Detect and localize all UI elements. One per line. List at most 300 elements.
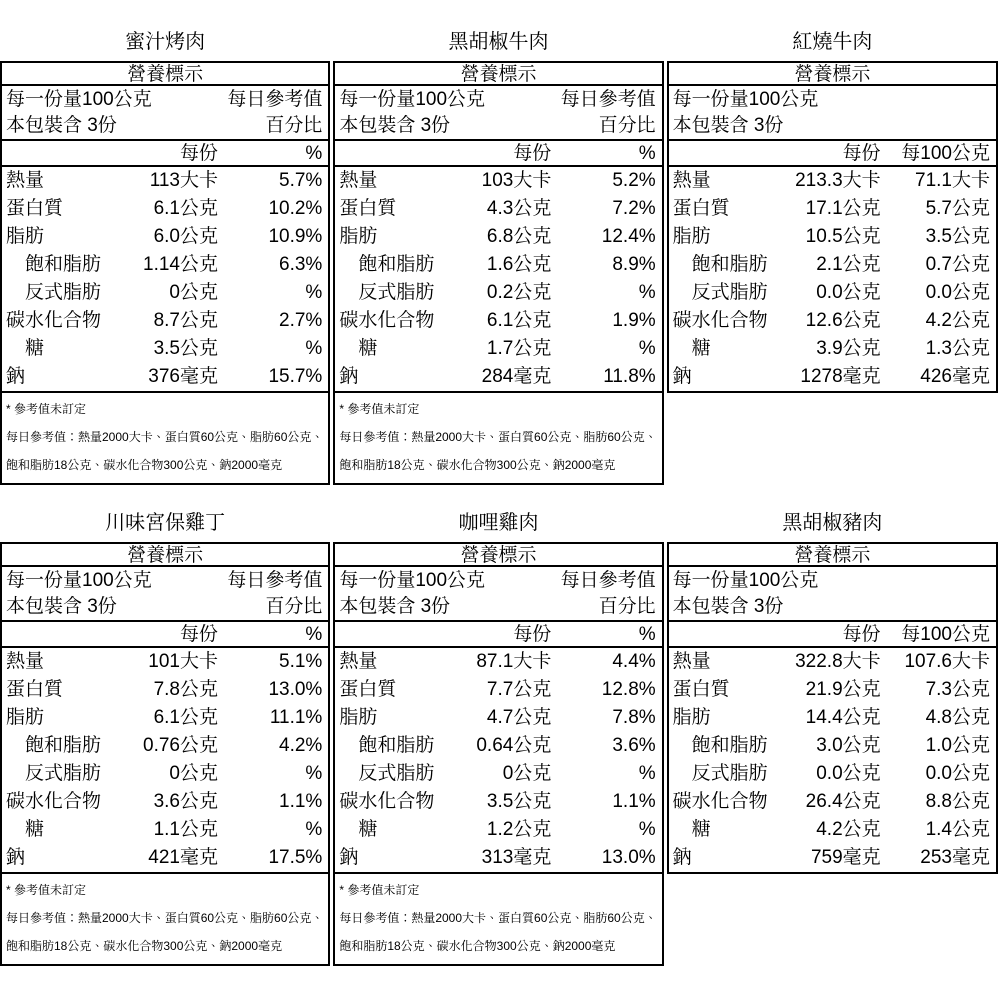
nutrient-col3-value: 5.1% bbox=[279, 651, 323, 672]
nutrient-col3-value: 10.2% bbox=[268, 198, 323, 219]
nutrient-col3-value: 71.1大卡 bbox=[915, 170, 990, 191]
nutrient-row bbox=[335, 704, 661, 732]
nutrient-per-serving-value: 213.3大卡 bbox=[795, 170, 881, 191]
nutrient-per-serving-value: 3.5公克 bbox=[153, 338, 218, 359]
nutrient-per-serving-value: 6.1公克 bbox=[486, 310, 552, 331]
nutrient-row bbox=[335, 676, 661, 704]
nutrient-col3-value: 0.0公克 bbox=[925, 763, 990, 784]
nutrient-row bbox=[335, 167, 661, 195]
nutrient-label: 飽和脂肪 bbox=[691, 254, 768, 275]
nutrient-row bbox=[669, 844, 996, 872]
package-servings-label: 本包裝含 3份 bbox=[339, 596, 451, 617]
nutrient-label: 鈉 bbox=[339, 847, 359, 868]
column-header-spacer bbox=[669, 141, 781, 167]
nutrient-label: 飽和脂肪 bbox=[25, 735, 102, 756]
nutrient-label: 鈉 bbox=[6, 366, 26, 387]
dish-title: 蜜汁烤肉 bbox=[125, 31, 206, 53]
nutrient-per-serving-value: 1.7公克 bbox=[486, 338, 552, 359]
nutrient-row bbox=[335, 363, 661, 391]
serving-line-2 bbox=[2, 594, 328, 620]
nutrient-label: 糖 bbox=[25, 819, 45, 840]
nutrient-label: 飽和脂肪 bbox=[358, 254, 435, 275]
nutrient-per-serving-value: 0公克 bbox=[169, 763, 218, 784]
dish-title: 黑胡椒牛肉 bbox=[448, 31, 549, 53]
column-header-per-serving: 每份 bbox=[513, 624, 552, 645]
serving-info-block bbox=[669, 86, 996, 141]
nutrient-rows bbox=[2, 648, 328, 874]
nutrient-row bbox=[2, 223, 328, 251]
nutrient-label: 鈉 bbox=[339, 366, 359, 387]
serving-line-1 bbox=[335, 87, 661, 113]
nutrient-row bbox=[335, 251, 661, 279]
nutrient-col3-value: 1.1% bbox=[612, 791, 656, 812]
nutrient-row bbox=[335, 195, 661, 223]
dish-title: 咖哩雞肉 bbox=[458, 512, 539, 534]
serving-size-label: 每一份量100公克 bbox=[6, 89, 152, 110]
nutrient-col3-value: 1.9% bbox=[612, 310, 656, 331]
nutrient-label: 蛋白質 bbox=[339, 679, 397, 700]
column-header-col3: 每100公克 bbox=[901, 143, 990, 164]
column-header-row bbox=[669, 622, 996, 648]
column-header-col3: % bbox=[305, 624, 323, 645]
nutrient-row bbox=[669, 167, 996, 195]
serving-info-block bbox=[335, 567, 661, 622]
nutrient-per-serving-value: 421毫克 bbox=[148, 847, 218, 868]
nutrient-per-serving-value: 0.0公克 bbox=[816, 282, 881, 303]
nutrient-col3-value: 1.3公克 bbox=[925, 338, 990, 359]
footnote-line-3: 飽和脂肪18公克、碳水化合物300公克、鈉2000毫克 bbox=[6, 458, 283, 472]
nutrient-rows bbox=[2, 167, 328, 393]
column-header-row bbox=[2, 622, 328, 648]
nutrient-col3-value: % bbox=[305, 338, 323, 359]
nutrient-per-serving-value: 26.4公克 bbox=[805, 791, 881, 812]
nutrient-per-serving-value: 3.0公克 bbox=[816, 735, 881, 756]
nutrient-label: 糖 bbox=[25, 338, 45, 359]
serving-info-block bbox=[669, 567, 996, 622]
nutrient-row bbox=[669, 223, 996, 251]
nutrient-rows bbox=[335, 167, 661, 393]
serving-line-2 bbox=[335, 113, 661, 139]
column-header-spacer bbox=[669, 622, 781, 648]
column-header-row bbox=[2, 141, 328, 167]
serving-line-1 bbox=[669, 87, 996, 113]
nutrient-label: 碳水化合物 bbox=[6, 310, 102, 331]
nutrient-label: 熱量 bbox=[6, 170, 45, 191]
nutrient-row bbox=[2, 760, 328, 788]
serving-line-2 bbox=[669, 594, 996, 620]
nutrient-per-serving-value: 1278毫克 bbox=[800, 366, 881, 387]
nutrition-table bbox=[667, 542, 998, 874]
nutrient-label: 熱量 bbox=[672, 170, 711, 191]
nutrient-col3-value: 1.4公克 bbox=[925, 819, 990, 840]
footnote-line-3: 飽和脂肪18公克、碳水化合物300公克、鈉2000毫克 bbox=[6, 939, 283, 953]
serving-line-2 bbox=[2, 113, 328, 139]
nutrient-per-serving-value: 113大卡 bbox=[149, 170, 218, 191]
serving-line-1 bbox=[2, 87, 328, 113]
daily-ref-label: 每日參考值 bbox=[227, 570, 323, 591]
package-servings-label: 本包裝含 3份 bbox=[6, 115, 117, 136]
nutrient-row bbox=[2, 363, 328, 391]
nutrient-row bbox=[2, 704, 328, 732]
nutrient-per-serving-value: 103大卡 bbox=[481, 170, 552, 191]
footnote-line-2: 每日參考值：熱量2000大卡、蛋白質60公克、脂肪60公克、 bbox=[6, 911, 324, 925]
nutrient-col3-value: % bbox=[305, 819, 323, 840]
nutrient-label: 脂肪 bbox=[339, 707, 378, 728]
nutrient-col3-value: 12.4% bbox=[601, 226, 656, 247]
nutrient-label: 蛋白質 bbox=[672, 198, 730, 219]
nutrient-per-serving-value: 322.8大卡 bbox=[795, 651, 881, 672]
column-header-per-serving: 每份 bbox=[179, 143, 218, 164]
nutrient-per-serving-value: 0.76公克 bbox=[143, 735, 218, 756]
nutrient-col3-value: 15.7% bbox=[268, 366, 323, 387]
column-header-spacer bbox=[335, 622, 453, 648]
nutrient-row bbox=[335, 760, 661, 788]
nutrient-per-serving-value: 1.1公克 bbox=[153, 819, 218, 840]
nutrient-col3-value: % bbox=[305, 763, 323, 784]
column-header-row bbox=[335, 622, 661, 648]
nutrient-label: 碳水化合物 bbox=[672, 310, 768, 331]
serving-size-label: 每一份量100公克 bbox=[6, 570, 152, 591]
table-header: 營養標示 bbox=[669, 544, 996, 567]
nutrient-per-serving-value: 6.1公克 bbox=[153, 198, 218, 219]
dish-title: 紅燒牛肉 bbox=[792, 31, 873, 53]
nutrient-col3-value: 8.8公克 bbox=[925, 791, 990, 812]
nutrition-table bbox=[667, 61, 998, 393]
package-servings-label: 本包裝含 3份 bbox=[339, 115, 451, 136]
column-header-spacer bbox=[2, 622, 120, 648]
percent-label: 百分比 bbox=[265, 115, 323, 136]
nutrient-per-serving-value: 759毫克 bbox=[810, 847, 881, 868]
daily-ref-label: 每日參考值 bbox=[560, 89, 656, 110]
nutrient-per-serving-value: 21.9公克 bbox=[805, 679, 881, 700]
column-header-per-serving: 每份 bbox=[179, 624, 218, 645]
footnote-line-2: 每日參考值：熱量2000大卡、蛋白質60公克、脂肪60公克、 bbox=[6, 430, 324, 444]
nutrient-col3-value: 1.1% bbox=[279, 791, 323, 812]
table-header: 營養標示 bbox=[669, 63, 996, 86]
nutrient-label: 蛋白質 bbox=[339, 198, 397, 219]
nutrient-label: 反式脂肪 bbox=[25, 282, 102, 303]
nutrient-col3-value: 426毫克 bbox=[920, 366, 990, 387]
nutrient-per-serving-value: 4.7公克 bbox=[486, 707, 552, 728]
nutrient-per-serving-value: 0公克 bbox=[169, 282, 218, 303]
nutrient-label: 反式脂肪 bbox=[25, 763, 102, 784]
nutrient-row bbox=[669, 760, 996, 788]
package-servings-label: 本包裝含 3份 bbox=[672, 115, 784, 136]
labels-grid bbox=[0, 30, 1000, 966]
nutrient-label: 蛋白質 bbox=[6, 198, 64, 219]
nutrient-label: 熱量 bbox=[339, 170, 378, 191]
nutrient-row bbox=[669, 816, 996, 844]
nutrient-col3-value: 107.6大卡 bbox=[904, 651, 990, 672]
nutrient-row bbox=[335, 844, 661, 872]
column-header-per-serving: 每份 bbox=[513, 143, 552, 164]
nutrient-col3-value: 0.0公克 bbox=[925, 282, 990, 303]
nutrient-label: 糖 bbox=[358, 819, 378, 840]
nutrient-per-serving-value: 284毫克 bbox=[481, 366, 552, 387]
nutrient-row bbox=[2, 279, 328, 307]
nutrient-per-serving-value: 12.6公克 bbox=[805, 310, 881, 331]
nutrient-label: 碳水化合物 bbox=[672, 791, 768, 812]
nutrient-row bbox=[669, 335, 996, 363]
nutrient-row bbox=[2, 816, 328, 844]
serving-info-block bbox=[2, 567, 328, 622]
footnote-line-1: * 參考值未訂定 bbox=[6, 883, 87, 897]
nutrient-label: 蛋白質 bbox=[6, 679, 64, 700]
package-servings-label: 本包裝含 3份 bbox=[672, 596, 784, 617]
nutrient-rows bbox=[669, 648, 996, 872]
dish-title: 黑胡椒豬肉 bbox=[782, 512, 883, 534]
nutrient-row bbox=[669, 732, 996, 760]
nutrient-label: 鈉 bbox=[6, 847, 26, 868]
nutrient-col3-value: 8.9% bbox=[612, 254, 656, 275]
nutrition-table bbox=[333, 61, 663, 485]
nutrient-per-serving-value: 6.1公克 bbox=[153, 707, 218, 728]
table-header: 營養標示 bbox=[2, 544, 328, 567]
nutrient-row bbox=[669, 251, 996, 279]
nutrient-label: 碳水化合物 bbox=[339, 310, 435, 331]
nutrient-per-serving-value: 376毫克 bbox=[148, 366, 218, 387]
nutrient-row bbox=[669, 676, 996, 704]
nutrition-card bbox=[333, 30, 666, 485]
nutrient-row bbox=[669, 648, 996, 676]
nutrient-label: 熱量 bbox=[672, 651, 711, 672]
footnote-line-3: 飽和脂肪18公克、碳水化合物300公克、鈉2000毫克 bbox=[339, 939, 616, 953]
serving-line-1 bbox=[335, 568, 661, 594]
nutrient-label: 碳水化合物 bbox=[339, 791, 435, 812]
serving-line-2 bbox=[669, 113, 996, 139]
nutrient-col3-value: 4.2% bbox=[279, 735, 323, 756]
column-header-col3: % bbox=[305, 143, 323, 164]
nutrient-label: 脂肪 bbox=[6, 707, 45, 728]
nutrient-per-serving-value: 0.64公克 bbox=[476, 735, 552, 756]
nutrient-col3-value: 11.1% bbox=[269, 707, 323, 728]
serving-size-label: 每一份量100公克 bbox=[672, 570, 819, 591]
footnote-line-1: * 參考值未訂定 bbox=[339, 883, 420, 897]
nutrient-row bbox=[2, 676, 328, 704]
column-header-col3: % bbox=[638, 143, 656, 164]
table-header: 營養標示 bbox=[2, 63, 328, 86]
footnote-block bbox=[2, 393, 328, 483]
nutrient-row bbox=[669, 195, 996, 223]
nutrient-per-serving-value: 4.3公克 bbox=[486, 198, 552, 219]
percent-label: 百分比 bbox=[265, 596, 323, 617]
column-header-per-serving: 每份 bbox=[842, 624, 881, 645]
nutrition-table bbox=[0, 542, 330, 966]
nutrient-col3-value: 13.0% bbox=[268, 679, 323, 700]
nutrition-card bbox=[0, 30, 333, 485]
nutrient-rows bbox=[669, 167, 996, 391]
footnote-block bbox=[335, 393, 661, 483]
nutrient-row bbox=[2, 732, 328, 760]
nutrition-card bbox=[667, 30, 1000, 393]
nutrient-label: 熱量 bbox=[339, 651, 378, 672]
nutrition-card bbox=[333, 511, 666, 966]
nutrient-col3-value: 3.5公克 bbox=[925, 226, 990, 247]
nutrient-row bbox=[335, 788, 661, 816]
nutrient-row bbox=[2, 195, 328, 223]
nutrient-label: 脂肪 bbox=[672, 226, 711, 247]
nutrient-col3-value: 12.8% bbox=[601, 679, 656, 700]
column-header-col3: % bbox=[638, 624, 656, 645]
nutrient-col3-value: 7.8% bbox=[612, 707, 656, 728]
nutrient-col3-value: 4.2公克 bbox=[925, 310, 990, 331]
nutrient-per-serving-value: 0.0公克 bbox=[816, 763, 881, 784]
nutrient-rows bbox=[335, 648, 661, 874]
package-servings-label: 本包裝含 3份 bbox=[6, 596, 117, 617]
serving-size-label: 每一份量100公克 bbox=[339, 570, 486, 591]
nutrient-row bbox=[335, 816, 661, 844]
nutrient-per-serving-value: 14.4公克 bbox=[805, 707, 881, 728]
nutrient-per-serving-value: 7.7公克 bbox=[486, 679, 552, 700]
nutrient-row bbox=[669, 279, 996, 307]
nutrient-label: 糖 bbox=[691, 819, 711, 840]
nutrient-label: 碳水化合物 bbox=[6, 791, 102, 812]
column-header-row bbox=[335, 141, 661, 167]
nutrient-per-serving-value: 6.8公克 bbox=[486, 226, 552, 247]
nutrient-per-serving-value: 0.2公克 bbox=[486, 282, 552, 303]
footnote-line-1: * 參考值未訂定 bbox=[6, 402, 87, 416]
nutrition-card bbox=[667, 511, 1000, 874]
nutrient-col3-value: 5.2% bbox=[612, 170, 656, 191]
nutrient-label: 蛋白質 bbox=[672, 679, 730, 700]
nutrient-label: 反式脂肪 bbox=[358, 282, 435, 303]
daily-ref-label: 每日參考值 bbox=[227, 89, 323, 110]
nutrient-label: 飽和脂肪 bbox=[691, 735, 768, 756]
nutrient-col3-value: 17.5% bbox=[268, 847, 323, 868]
nutrient-label: 反式脂肪 bbox=[691, 763, 768, 784]
nutrient-per-serving-value: 0公克 bbox=[502, 763, 552, 784]
percent-label: 百分比 bbox=[598, 596, 656, 617]
column-header-spacer bbox=[335, 141, 453, 167]
nutrient-col3-value: 6.3% bbox=[279, 254, 323, 275]
nutrient-col3-value: % bbox=[638, 819, 656, 840]
nutrient-row bbox=[2, 307, 328, 335]
nutrient-col3-value: 1.0公克 bbox=[925, 735, 990, 756]
nutrient-row bbox=[2, 844, 328, 872]
nutrient-row bbox=[669, 363, 996, 391]
footnote-line-2: 每日參考值：熱量2000大卡、蛋白質60公克、脂肪60公克、 bbox=[339, 911, 657, 925]
nutrient-row bbox=[2, 167, 328, 195]
column-header-row bbox=[669, 141, 996, 167]
nutrient-per-serving-value: 2.1公克 bbox=[816, 254, 881, 275]
nutrient-col3-value: % bbox=[305, 282, 323, 303]
nutrient-col3-value: 0.7公克 bbox=[925, 254, 990, 275]
nutrient-row bbox=[335, 732, 661, 760]
nutrient-per-serving-value: 1.6公克 bbox=[486, 254, 552, 275]
nutrient-col3-value: 11.8% bbox=[603, 366, 656, 387]
nutrient-row bbox=[2, 788, 328, 816]
nutrient-per-serving-value: 313毫克 bbox=[481, 847, 552, 868]
nutrient-col3-value: 3.6% bbox=[612, 735, 656, 756]
footnote-block bbox=[2, 874, 328, 964]
nutrient-row bbox=[335, 335, 661, 363]
nutrient-row bbox=[335, 223, 661, 251]
footnote-block bbox=[335, 874, 661, 964]
nutrient-label: 飽和脂肪 bbox=[358, 735, 435, 756]
nutrient-col3-value: 13.0% bbox=[601, 847, 656, 868]
nutrient-label: 鈉 bbox=[672, 847, 692, 868]
nutrient-col3-value: 7.2% bbox=[612, 198, 656, 219]
nutrient-row bbox=[335, 307, 661, 335]
footnote-line-1: * 參考值未訂定 bbox=[339, 402, 420, 416]
dish-title: 川味宮保雞丁 bbox=[105, 512, 226, 534]
nutrient-label: 脂肪 bbox=[6, 226, 45, 247]
table-header: 營養標示 bbox=[335, 544, 661, 567]
table-header: 營養標示 bbox=[335, 63, 661, 86]
nutrient-col3-value: 5.7公克 bbox=[925, 198, 990, 219]
nutrient-label: 熱量 bbox=[6, 651, 45, 672]
nutrient-col3-value: 4.8公克 bbox=[925, 707, 990, 728]
nutrient-row bbox=[2, 251, 328, 279]
nutrient-per-serving-value: 3.5公克 bbox=[486, 791, 552, 812]
serving-line-2 bbox=[335, 594, 661, 620]
nutrient-per-serving-value: 101大卡 bbox=[148, 651, 218, 672]
serving-info-block bbox=[2, 86, 328, 141]
nutrient-per-serving-value: 3.6公克 bbox=[153, 791, 218, 812]
nutrient-label: 糖 bbox=[691, 338, 711, 359]
nutrition-card bbox=[0, 511, 333, 966]
nutrient-per-serving-value: 3.9公克 bbox=[816, 338, 881, 359]
nutrient-label: 反式脂肪 bbox=[358, 763, 435, 784]
nutrient-label: 反式脂肪 bbox=[691, 282, 768, 303]
column-header-col3: 每100公克 bbox=[901, 624, 990, 645]
nutrition-table bbox=[333, 542, 663, 966]
nutrient-row bbox=[2, 648, 328, 676]
nutrient-label: 脂肪 bbox=[672, 707, 711, 728]
nutrient-label: 糖 bbox=[358, 338, 378, 359]
column-header-spacer bbox=[2, 141, 120, 167]
nutrient-label: 飽和脂肪 bbox=[25, 254, 102, 275]
serving-size-label: 每一份量100公克 bbox=[339, 89, 486, 110]
nutrient-per-serving-value: 1.14公克 bbox=[143, 254, 218, 275]
nutrient-per-serving-value: 10.5公克 bbox=[805, 226, 881, 247]
nutrient-per-serving-value: 1.2公克 bbox=[486, 819, 552, 840]
serving-size-label: 每一份量100公克 bbox=[672, 89, 819, 110]
nutrient-per-serving-value: 17.1公克 bbox=[805, 198, 881, 219]
nutrient-col3-value: 4.4% bbox=[612, 651, 656, 672]
nutrient-per-serving-value: 87.1大卡 bbox=[476, 651, 552, 672]
nutrient-col3-value: 5.7% bbox=[279, 170, 323, 191]
nutrient-col3-value: 7.3公克 bbox=[925, 679, 990, 700]
nutrient-col3-value: % bbox=[638, 282, 656, 303]
nutrient-col3-value: % bbox=[638, 763, 656, 784]
nutrient-row bbox=[669, 307, 996, 335]
serving-info-block bbox=[335, 86, 661, 141]
nutrient-row bbox=[669, 788, 996, 816]
nutrient-label: 鈉 bbox=[672, 366, 692, 387]
nutrient-per-serving-value: 6.0公克 bbox=[153, 226, 218, 247]
nutrient-col3-value: 253毫克 bbox=[920, 847, 990, 868]
nutrient-col3-value: 10.9% bbox=[268, 226, 323, 247]
percent-label: 百分比 bbox=[598, 115, 656, 136]
nutrition-table bbox=[0, 61, 330, 485]
daily-ref-label: 每日參考值 bbox=[560, 570, 656, 591]
column-header-per-serving: 每份 bbox=[842, 143, 881, 164]
nutrient-col3-value: 2.7% bbox=[279, 310, 323, 331]
nutrient-row bbox=[669, 704, 996, 732]
footnote-line-2: 每日參考值：熱量2000大卡、蛋白質60公克、脂肪60公克、 bbox=[339, 430, 657, 444]
footnote-line-3: 飽和脂肪18公克、碳水化合物300公克、鈉2000毫克 bbox=[339, 458, 616, 472]
nutrient-col3-value: % bbox=[638, 338, 656, 359]
nutrient-per-serving-value: 7.8公克 bbox=[153, 679, 218, 700]
serving-line-1 bbox=[669, 568, 996, 594]
nutrient-per-serving-value: 4.2公克 bbox=[816, 819, 881, 840]
nutrient-label: 脂肪 bbox=[339, 226, 378, 247]
nutrient-per-serving-value: 8.7公克 bbox=[153, 310, 218, 331]
nutrient-row bbox=[2, 335, 328, 363]
nutrient-row bbox=[335, 279, 661, 307]
serving-line-1 bbox=[2, 568, 328, 594]
